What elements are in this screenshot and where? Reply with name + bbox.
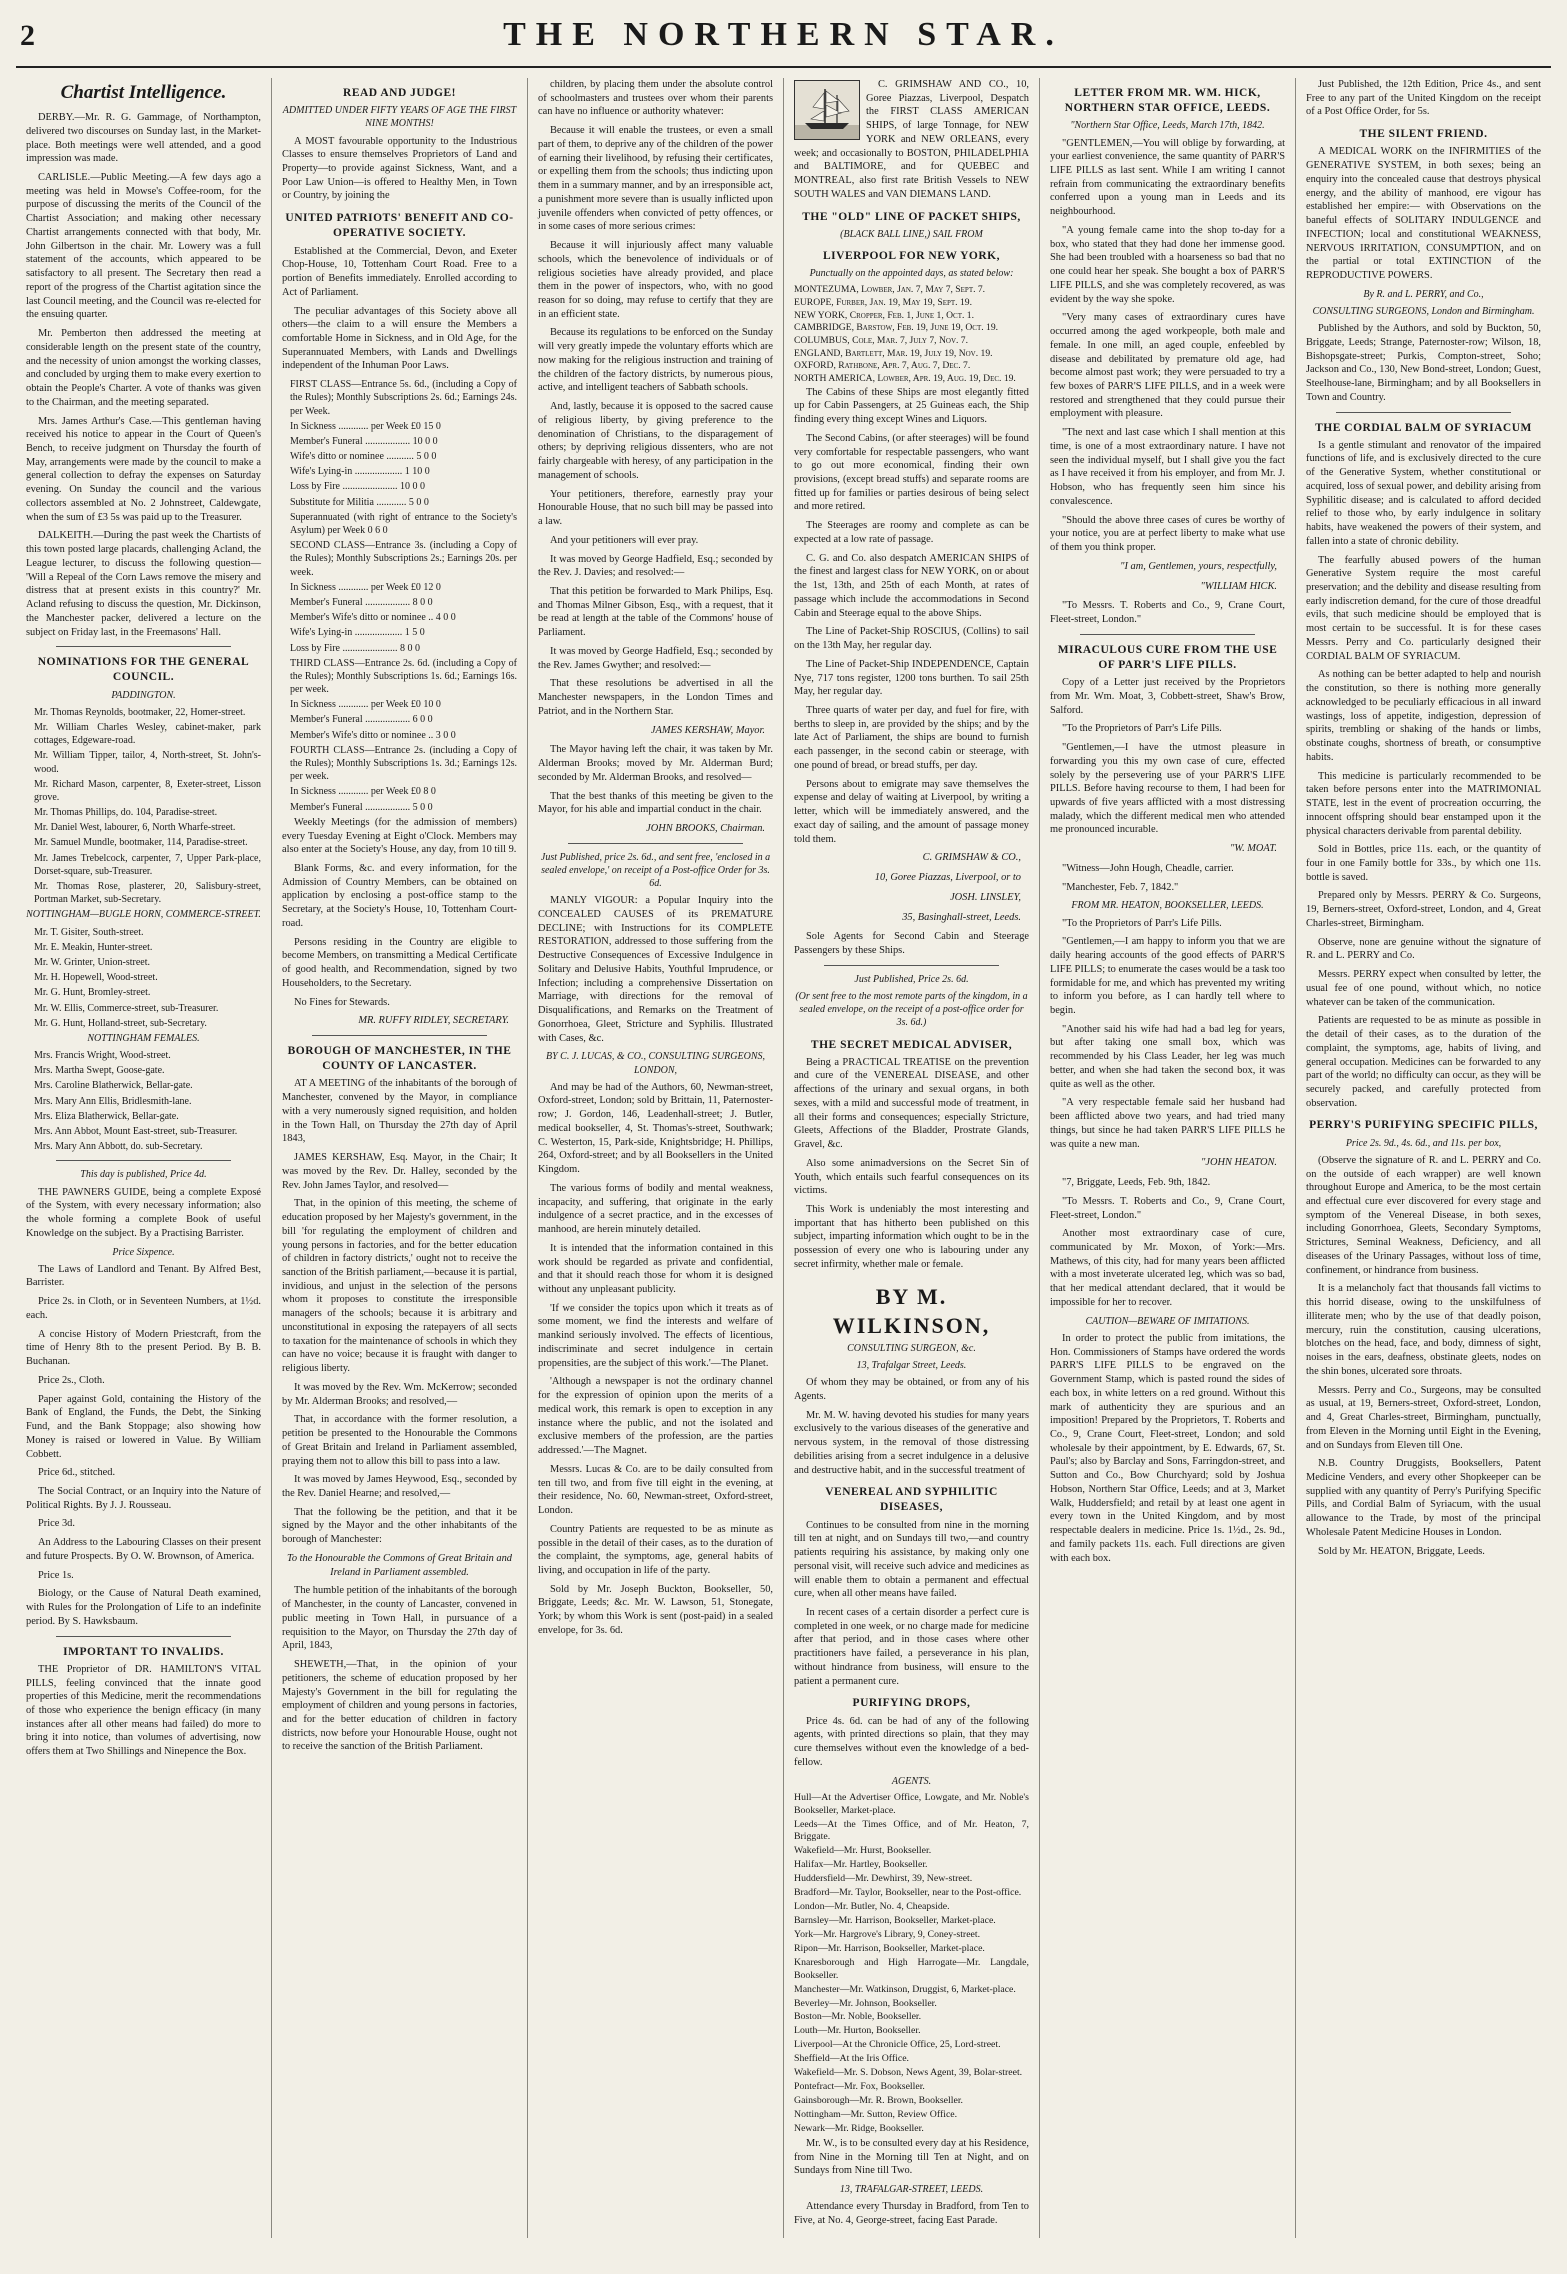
- advert-paragraph: (Observe the signature of R. and L. PERRY and Co. on the outside of each wrapper) are well known throughout Europe and America, to be the most certain and effectual cure ever discovered for every stage and symptom of the Venereal Disease, in both sexes, including Gonorrhoea, Gleets, Secondary Symptoms, Strictures, Seminal Weakness, Deficiency, and all diseases of the Urinary Passages, without loss of time, confinement, or hindrance from business.: [1306, 1154, 1541, 1276]
- member-entry: Mr. W. Grinter, Union-street.: [34, 956, 150, 968]
- letter-paragraph: "To the Proprietors of Parr's Life Pills.: [1062, 917, 1222, 929]
- benefit-row: Wife's Lying-in ................... 1 10 0: [290, 466, 430, 478]
- column-3: [528, 78, 784, 2238]
- letter-paragraph: "7, Briggate, Leeds, Feb. 9th, 1842.: [1062, 1177, 1211, 1189]
- letter-dateline: "Northern Star Office, Leeds, March 17th, 1842.: [1070, 120, 1265, 132]
- ship-schedule: [794, 284, 1029, 385]
- advert-paragraph: 'Although a newspaper is not the ordinary channel for the expression of opinion upon the merits of a medical work, this remark is open to exception in any instance where the public, and not the isolated and exclusive members of the profession, are the parties addressed.'—The Magnet.: [538, 1376, 773, 1457]
- letter-paragraph: "The next and last case which I shall mention at this time, is one of a most extraordinary nature. I have not seen the individual myself, but I shall give you the fact as I have received it from his employer, and from Mr. J. Hobson, who has frequently seen him since his convalescence.: [1050, 427, 1285, 507]
- benefit-row: In Sickness ............ per Week £0 12 0: [290, 581, 441, 593]
- agent-entry: London—Mr. Butler, No. 4, Cheapside.: [794, 1901, 950, 1913]
- packet-note: Punctually on the appointed days, as stated below:: [809, 268, 1014, 280]
- article-paragraph: That, in accordance with the former resolution, a petition be presented to the Honourable the Commons of Great Britain and Ireland in Parliament assembled, praying them not to allow this bill to pass into a law.: [282, 1414, 517, 1467]
- advert-paragraph: The Second Cabins, (or after steerages) will be found very comfortable for respectable passengers, who want to go out more economical, finding their own provisions, (except bread stuffs) and separate rooms are fitted up for families or parties desirous of being select and more retired.: [794, 432, 1029, 513]
- advert-paragraph: THE Proprietor of DR. HAMILTON'S VITAL PILLS, feeling convinced that the innate good properties of this Medicine, merit the recommendations of those who experience the benign efficacy (in many instances after all other means had failed) do more to bring it into notice, than volumes of advertising, now offers them at Two Shillings and Ninepence the Box.: [26, 1663, 261, 1758]
- advert-paragraph: And may be had of the Authors, 60, Newman-street, Oxford-street, London; sold by Brittain, 11, Paternoster-row; J. Gordon, 146, Leadenhall-street; J. Butler, medical bookseller, 4, St. Thomas's-street, Southwark; C. Westerton, 15, Park-side, Knightsbridge; H. Phillips, 264, Oxford-street; and by all Booksellers in the United Kingdom.: [538, 1081, 773, 1176]
- advert-paragraph: In recent cases of a certain disorder a perfect cure is completed in one week, or no charge made for medicine after that period, and in those cases where other practitioners have failed, a perseverance in his plan, without hindrance from business, will ensure to the patient a permanent cure.: [794, 1607, 1029, 1687]
- read-and-judge-subheading: ADMITTED UNDER FIFTY YEARS OF AGE THE FIRST NINE MONTHS!: [282, 105, 517, 130]
- ship-schedule-entry: COLUMBUS, Cole, Mar. 7, July 7, Nov. 7.: [794, 334, 968, 346]
- ship-schedule-entry: OXFORD, Rathbone, Apr. 7, Aug. 7, Dec. 7.: [794, 360, 971, 372]
- author-title: CONSULTING SURGEONS, London and Birmingham.: [1312, 305, 1535, 317]
- read-and-judge-heading: READ AND JUDGE!: [343, 87, 456, 99]
- advert-paragraph: This medicine is particularly recommended to be taken before persons enter into the MATRIMONIAL STATE, lest in the event of procreation occurring, the innocent offspring should bear enstamped upon it the physical characters derivable from parental debility.: [1306, 770, 1541, 837]
- article-paragraph: It was moved by James Heywood, Esq., seconded by the Rev. Daniel Hearne; and resolved,—: [282, 1474, 517, 1499]
- advert-paragraph: This Work is undeniably the most interesting and important that has hitherto been published on this subject, imparting information which ought to be in the possession of every one who is labouring under any secret infirmity, whether male or female.: [794, 1204, 1029, 1270]
- book-ad: Price 2s. in Cloth, or in Seventeen Numbers, at 1½d. each.: [26, 1296, 261, 1321]
- ship-icon: [795, 81, 859, 139]
- divider: [56, 1636, 231, 1637]
- signature: JOSH. LINSLEY,: [950, 891, 1021, 903]
- agent-entry: Hull—At the Advertiser Office, Lowgate, and Mr. Noble's Bookseller, Market-place.: [794, 1791, 1029, 1816]
- advert-paragraph: Sold in Bottles, price 11s. each, or the quantity of four in one Family bottle for 33s., by which one 11s. bottle is saved.: [1306, 844, 1541, 883]
- advert-paragraph: Of whom they may be obtained, or from any of his Agents.: [794, 1377, 1029, 1402]
- columns: [16, 78, 1551, 2238]
- article-paragraph: Because it will injuriously affect many valuable schools, which the benevolence of individuals or of religious societies have already provided, and place them in the power of inspectors, who, with no good reason for so doing, may refuse to certify that they are in an efficient state.: [538, 240, 773, 320]
- agent-entry: Boston—Mr. Noble, Bookseller.: [794, 2011, 922, 2023]
- column-5: [1040, 78, 1296, 2238]
- newspaper-title: THE NORTHERN STAR.: [503, 16, 1064, 53]
- advert-paragraph: Persons about to emigrate may save themselves the expense and delay of waiting at Liverpool, by writing a letter, which will be immediately answered, and the exact day of sailing, and the amount of passage money told them.: [794, 778, 1029, 845]
- book-ad: A concise History of Modern Priestcraft, from the time of Henry 8th to the present Period. By B. B. Buchanan.: [26, 1328, 261, 1368]
- agents-heading: AGENTS.: [891, 1775, 932, 1787]
- advert-paragraph: Being a PRACTICAL TREATISE on the prevention and cure of the VENEREAL DISEASE, and other affections of the urinary and sexual organs, in both sexes, with a mild and successful mode of treatment, in all their forms and consequences; especially Stricture, Gleets, Affections of the Bladder, Prostrate Glands, Gravel, &c.: [794, 1056, 1029, 1151]
- advert-paragraph: Continues to be consulted from nine in the morning till ten at night, and on Sundays till two,—and country patients requiring his assistance, by making only one personal visit, will receive such advice and medicines as will enable them to obtain a permanent and effectual cure, when all other means have failed.: [794, 1519, 1029, 1600]
- book-ad: The Laws of Landlord and Tenant. By Alfred Best, Barrister.: [26, 1263, 261, 1289]
- signature: C. GRIMSHAW & CO.,: [922, 852, 1021, 864]
- benefit-row: Wife's Lying-in ................... 1 5 0: [290, 627, 425, 639]
- benefit-table: [282, 378, 517, 814]
- article-paragraph: Because it will enable the trustees, or even a small part of them, to deprive any of the children of the power of earning their livelihood, by refusing their certificates, or expelling them from the schools; thus indicting upon them in a summary manner, and by an irresponsible act, a punishment more severe than is usually inflicted upon juvenile offenders when convicted of petty offences, or in some cases of more serious crimes:: [538, 125, 773, 233]
- borough-heading: BOROUGH OF MANCHESTER, IN THE COUNTY OF LANCASTER.: [287, 1045, 512, 1073]
- article-paragraph: DALKEITH.—During the past week the Chartists of this town posted large placards, challenging Acland, the League lecturer, to discuss the following question— 'Will a Repeal of the Corn Laws remove the misery and distress that at present exists in this country?' Mr. Acland refusing to discuss the question, Mr. Dickinson, the Manchester packer, delivered a lecture on the subject on Friday last, in the Freemasons' Hall.: [26, 530, 261, 638]
- agent-entry: Wakefield—Mr. S. Dobson, News Agent, 39, Bolar-street.: [794, 2067, 1023, 2079]
- price-line: Price 2s. 9d., 4s. 6d., and 11s. per box,: [1345, 1137, 1502, 1149]
- advert-paragraph: Also some animadversions on the Secret Sin of Youth, which entails such fearful consequences on its victims.: [794, 1157, 1029, 1197]
- letter-paragraph: "Should the above three cases of cures be worthy of your notice, you are at perfect liberty to make what use of them you think proper.: [1050, 514, 1285, 554]
- advert-paragraph: A MOST favourable opportunity to the Industrious Classes to ensure themselves Proprietors of Land and Property—to provide against Sickness, Want, and a Poor Law Union—is offered to Healthy Men, in Town or Country, by joining the: [282, 135, 517, 202]
- publication-note: (Or sent free to the most remote parts of the kingdom, in a sealed envelope, on the receipt of a post-office order for 3s. 6d.): [795, 990, 1028, 1029]
- member-entry: Mr. G. Hunt, Bromley-street.: [34, 987, 151, 999]
- benefit-row: In Sickness ............ per Week £0 15 0: [290, 420, 441, 432]
- article-paragraph: It was moved by the Rev. Wm. McKerrow; seconded by Mr. Alderman Brooks; and resolved,—: [282, 1381, 517, 1407]
- agent-entry: Wakefield—Mr. Hurst, Bookseller.: [794, 1845, 932, 1857]
- benefit-row: Wife's ditto or nominee ........... 5 0 0: [290, 451, 437, 463]
- secret-adviser-heading: THE SECRET MEDICAL ADVISER,: [810, 1038, 1013, 1051]
- divider: [56, 646, 231, 647]
- chartist-intelligence-heading: Chartist Intelligence.: [60, 82, 227, 103]
- article-paragraph: children, by placing them under the absolute control of schoolmasters and trustees over whom their parents can have no influence or authority whatever:: [538, 79, 773, 118]
- article-paragraph: To the Honourable the Commons of Great Britain and Ireland in Parliament assembled.: [287, 1552, 512, 1578]
- advert-paragraph: Just Published, the 12th Edition, Price 4s., and sent Free to any part of the United Kingdom on the receipt of a Post Office Order, for 5s.: [1306, 79, 1541, 118]
- member-entry: Mr. E. Meakin, Hunter-street.: [34, 941, 153, 953]
- advert-paragraph: As nothing can be better adapted to help and nourish the constitution, so there is nothing more generally acknowledged to be peculiarly efficacious in all inward wastings, loss of appetite, indigestion, depression of spirits, trembling or shaking of the hands or limbs, obstinate coughs, shortness of breath, or consumptive habits.: [1306, 669, 1541, 763]
- author-title: CONSULTING SURGEON, &c.: [847, 1342, 976, 1354]
- agent-entry: Newark—Mr. Ridge, Bookseller.: [794, 2122, 924, 2134]
- member-entry: Mr. James Trebelcock, carpenter, 7, Upper Park-place, Dorset-square, sub-Treasurer.: [34, 852, 261, 877]
- benefit-row: In Sickness ............ per Week £0 10 0: [290, 699, 441, 711]
- column-4: [784, 78, 1040, 2238]
- benefit-row: Member's Wife's ditto or nominee .. 4 0 0: [290, 612, 456, 624]
- letter-paragraph: "Manchester, Feb. 7, 1842.": [1062, 881, 1179, 893]
- ship-schedule-row: [794, 373, 1029, 386]
- packet-subheading: (BLACK BALL LINE,) SAIL FROM: [840, 228, 983, 240]
- benefit-row: In Sickness ............ per Week £0 8 0: [290, 786, 436, 798]
- ship-schedule-row: [794, 348, 1029, 361]
- member-entry: Mrs. Mary Ann Ellis, Bridlesmith-lane.: [34, 1095, 192, 1107]
- article-paragraph: And your petitioners will ever pray.: [550, 534, 699, 546]
- ship-schedule-entry: MONTEZUMA, Lowber, Jan. 7, May 7, Sept. 7.: [794, 284, 986, 296]
- benefit-row: Member's Funeral .................. 6 0 0: [290, 714, 433, 726]
- article-paragraph: Mrs. James Arthur's Case.—This gentleman having received his notice to appear in the Court of Queen's Bench, to receive judgment on Thursday the fourth of May, arrangements were made by the council to make a general collection to defray the expenses on Saturday evening. On Sunday the council and the various collectors assembled at No. 2 Johnstreet, Caldewgate, when the sum of £3 5s was paid up to the Treasurer.: [26, 415, 261, 523]
- column-6: [1296, 78, 1551, 2238]
- divider: [56, 1160, 231, 1161]
- article-paragraph: It was moved by George Hadfield, Esq.; seconded by the Rev. J. Davies; and resolved:—: [538, 553, 773, 579]
- letter-address: "To Messrs. T. Roberts and Co., 9, Crane Court, Fleet-street, London.": [1050, 600, 1285, 626]
- member-entry: Mrs. Martha Swept, Goose-gate.: [34, 1065, 165, 1077]
- member-entry: Mr. Thomas Phillips, do. 104, Paradise-street.: [34, 807, 218, 819]
- agent-entry: Liverpool—At the Chronicle Office, 25, Lord-street.: [794, 2039, 1001, 2051]
- article-paragraph: That, in the opinion of this meeting, the scheme of education proposed by her Majesty's government, in the bill 'for regulating the employment of children and young persons in factories, and for the better education of children in factory districts,' ought not to receive the sanction of the British parliament,—because it is partial, invidious, and unjust in the selection of the persons whom it proposes to constitute the irresponsible managers of the schools; because it is arbitrary and unconstitutional in exposing the ratepayers of all sects to taxation for the maintenance of schools in which they can have no voice; because it is fraught with danger to religious liberty.: [282, 1198, 517, 1375]
- ship-schedule-row: [794, 360, 1029, 373]
- publication-line: This day is published, Price 4d.: [80, 1169, 207, 1181]
- district-name: NOTTINGHAM—BUGLE HORN, COMMERCE-STREET.: [26, 909, 261, 921]
- letter-paragraph: "Witness—John Hough, Cheadle, carrier.: [1062, 862, 1234, 874]
- advert-paragraph: Sold by Mr. HEATON, Briggate, Leeds.: [1318, 1545, 1485, 1557]
- author-line: By R. and L. PERRY, and Co.,: [1363, 288, 1484, 300]
- advert-paragraph: Observe, none are genuine without the signature of R. and L. PERRY and Co.: [1306, 936, 1541, 962]
- advert-paragraph: A MEDICAL WORK on the INFIRMITIES of the GENERATIVE SYSTEM, in both sexes; being an enquiry into the concealed cause that destroys physical energy, and the ability of manhood, ere vigour has established her empire:— with Observations on the baneful effects of SOLITARY INDULGENCE and INFECTION; local and constitutional WEAKNESS, NERVOUS IRRITATION, CONSUMPTION, and on the partial or total EXTINCTION of the REPRODUCTIVE POWERS.: [1306, 146, 1541, 281]
- member-entry: Mrs. Francis Wright, Wood-street.: [34, 1050, 171, 1062]
- agent-entry: Leeds—At the Times Office, and of Mr. Heaton, 7, Briggate.: [794, 1818, 1029, 1843]
- agent-entry: York—Mr. Hargrove's Library, 9, Coney-street.: [794, 1928, 981, 1940]
- letter-address: "To Messrs. T. Roberts and Co., 9, Crane Court, Fleet-street, London.": [1050, 1195, 1285, 1221]
- caution-heading: CAUTION—BEWARE OF IMITATIONS.: [1085, 1315, 1250, 1327]
- advert-paragraph: In order to protect the public from imitations, the Hon. Commissioners of Stamps have ordered the words PARR'S LIFE PILLS to be engraved on the Government Stamp, which is pasted round the sides of each box, in white letters on a red ground. Without this mark of authenticity they are spurious and an imposition! Prepared by the Proprietors, T. Roberts and Co., 9, Crane Court, Fleet-street, London; and sold wholesale by their appointment, by E. Edwards, 67, St. Paul's; also by Barclay and Sons, Farringdon-street, and Sutton and Co., Bow Churchyard; sold by Joshua Hobson, Northern Star Office, Leeds; and at 3, Market Walk, Huddersfield; and retail by at least one agent in every town in the United Kingdom, and by most respectable dealers in medicine. Price 1s. 1½d., 2s. 9d., and family packets 11s. each. Full directions are given with each box.: [1050, 1332, 1285, 1564]
- advert-paragraph: Three quarts of water per day, and fuel for fire, with berths to sleep in, are provided by the ships; and by the late Act of Parliament, the ships are bound to furnish each passenger, in the second cabin or steerage, with one pound of bread, or bread stuffs, per day.: [794, 705, 1029, 771]
- advert-paragraph: The Steerages are roomy and complete as can be expected at a low rate of passage.: [794, 520, 1029, 545]
- agent-entry: Manchester—Mr. Watkinson, Druggist, 6, Market-place.: [794, 1983, 1016, 1995]
- advert-paragraph: Price 4s. 6d. can be had of any of the following agents, with printed directions so plain, that they may cure themselves without even the knowledge of a bed-fellow.: [794, 1715, 1029, 1768]
- article-paragraph: DERBY.—Mr. R. G. Gammage, of Northampton, delivered two discourses on Sunday last, in the Market-place. Both meetings were well attended, and a good impression was made.: [26, 112, 261, 165]
- agent-entry: Beverley—Mr. Johnson, Bookseller.: [794, 1997, 937, 2009]
- member-entry: Mr. T. Gisiter, South-street.: [34, 926, 144, 938]
- benefit-row: Substitute for Militia ............ 5 0 0: [290, 496, 429, 508]
- article-paragraph: That the following be the petition, and that it be signed by the Mayor and the other inhabitants of the borough of Manchester:: [282, 1506, 517, 1546]
- member-entry: Mr. Thomas Reynolds, bootmaker, 22, Homer-street.: [34, 706, 246, 718]
- article-paragraph: Your petitioners, therefore, earnestly pray your Honourable House, that no such bill may be passed into a law.: [538, 488, 773, 528]
- masthead: [16, 16, 1551, 68]
- agent-entry: Huddersfield—Mr. Dewhirst, 39, New-street.: [794, 1873, 973, 1885]
- advert-paragraph: It is a melancholy fact that thousands fall victims to this horrid disease, owing to the unskilfulness of illiterate men; who by the use of that deadly poison, mercury, ruin the constitution, causing ulcerations, blotches on the head, face, and body, dimness of sight, noises in the ears, deafness, obstinate gleets, nodes on the shin bones, ulcerated sore throats.: [1306, 1283, 1541, 1377]
- ship-schedule-row: [794, 284, 1029, 297]
- advert-paragraph: Sole Agents for Second Cabin and Steerage Passengers by these Ships.: [794, 931, 1029, 957]
- advert-paragraph: The peculiar advantages of this Society above all others—the claim to a will ensure the Members a comfortable Home in Sickness, and in Old Age, for the Superannuated Members, with Lands and Dwellings independent of the Inhuman Poor Laws.: [282, 305, 517, 372]
- advert-paragraph: Messrs. Perry and Co., Surgeons, may be consulted as usual, at 19, Berners-street, Oxford-street, London, and 4, Great Charles-street, Birmingham, punctually, from Eleven in the Morning until Eight in the Evening, and on Sundays from Eleven till One.: [1306, 1384, 1541, 1451]
- article-paragraph: It was moved by George Hadfield, Esq.; seconded by the Rev. James Gwyther; and resolved:—: [538, 645, 773, 671]
- signature: MR. RUFFY RIDLEY, SECRETARY.: [358, 1015, 509, 1027]
- book-ad: Biology, or the Cause of Natural Death examined, with Rules for the Prolongation of Life to an indefinite period. By S. Hawksbaum.: [26, 1588, 261, 1627]
- ship-schedule-row: [794, 310, 1029, 323]
- member-entry: Mr. William Tipper, tailor, 4, North-street, St. John's-wood.: [34, 750, 261, 775]
- advert-paragraph: Blank Forms, &c. and every information, for the Admission of Country Members, can be obtained on application by enclosing a post-office stamp to the Secretary, at the Society's House, 10, Tottenham Court-road.: [282, 863, 517, 929]
- member-list: [26, 926, 261, 1030]
- sailing-ship-illustration: [794, 80, 860, 140]
- member-entry: Mr. Samuel Mundle, bootmaker, 114, Paradise-street.: [34, 837, 248, 849]
- packet-ships-heading: THE "OLD" LINE OF PACKET SHIPS,: [802, 210, 1021, 223]
- advert-paragraph: Mr. W., is to be consulted every day at his Residence, from Nine in the Morning till Ten at Night, and on Sundays from Nine till Two.: [794, 2137, 1029, 2177]
- agent-entry: Bradford—Mr. Taylor, Bookseller, near to the Post-office.: [794, 1887, 1022, 1899]
- member-entry: Mr. William Charles Wesley, cabinet-maker, park cottages, Edgeware-road.: [34, 721, 261, 747]
- ship-schedule-entry: NEW YORK, Cropper, Feb. 1, June 1, Oct. 1.: [794, 309, 974, 321]
- advert-paragraph: The Line of Packet-Ship ROSCIUS, (Collins) to sail on the 13th May, her regular day.: [794, 626, 1029, 652]
- agent-list: [794, 1792, 1029, 2136]
- article-paragraph: JAMES KERSHAW, Esq. Mayor, in the Chair; It was moved by the Rev. Dr. Halley, seconded by the Rev. John James Taylor, and resolved—: [282, 1152, 517, 1191]
- letter-paragraph: "A very respectable female said her husband had been afflicted above two years, and had tried many things, but since he had taken PARR'S LIFE PILLS he was quite a new man.: [1050, 1097, 1285, 1150]
- member-entry: Mr. Richard Mason, carpenter, 8, Exeter-street, Lisson grove.: [34, 778, 261, 803]
- divider: [824, 965, 999, 966]
- member-entry: Mrs. Mary Ann Abbott, do. sub-Secretary.: [34, 1141, 203, 1153]
- ship-schedule-row: [794, 297, 1029, 310]
- advert-paragraph: Established at the Commercial, Devon, and Exeter Chop-House, 10, Tottenham Court Road. Free to a portion of Benefits immediately. Enrolled according to Act of Parliament.: [282, 245, 517, 298]
- divider: [1336, 412, 1511, 413]
- member-list: [26, 1049, 261, 1153]
- advert-paragraph: Mr. M. W. having devoted his studies for many years exclusively to the various diseases of the generative and nervous system, in the removal of those distressing debilities arising from a secret indulgence in a delusive and destructive habit, and in the successful treatment of: [794, 1409, 1029, 1476]
- publication-line: Just Published, Price 2s. 6d.: [854, 973, 969, 985]
- book-ad: Price 2s., Cloth.: [38, 1374, 105, 1386]
- signature: JOHN BROOKS, Chairman.: [646, 822, 765, 834]
- divider: [1080, 634, 1255, 635]
- advert-paragraph: C. G. and Co. also despatch AMERICAN SHIPS of the finest and largest class for NEW YORK, on or about the 1st, 13th, and 25th of each Month, at rates of passage which include the accommodations in Second Cabin and Steerage equal to the above Ships.: [794, 552, 1029, 619]
- silent-friend-heading: THE SILENT FRIEND.: [1359, 128, 1488, 141]
- letter-paragraph: "Another said his wife had had a bad leg for years, but after taking one small box, which was recommended by his Class Leader, her leg was much better, and when she had taken the second box, it was quite as well as the other.: [1050, 1023, 1285, 1090]
- signature: "I am, Gentlemen, yours, respectfully,: [1120, 560, 1277, 572]
- benefit-row: Member's Funeral .................. 10 0 0: [290, 435, 438, 447]
- benefit-row: Member's Wife's ditto or nominee .. 3 0 0: [290, 729, 456, 741]
- packet-route: LIVERPOOL FOR NEW YORK,: [823, 249, 1000, 262]
- advert-paragraph: Country Patients are requested to be as minute as possible in the detail of their cases, as to the duration of the complaint, the symptoms, age, general habits of living, and occupation in life of the party.: [538, 1523, 773, 1576]
- newspaper-page: [16, 16, 1551, 2242]
- letter-paragraph: "Gentlemen,—I have the utmost pleasure in forwarding you this my own case of cure, effected solely by the persevering use of your PARR'S LIFE PILLS. Before having recourse to them, I had been for upwards of five years afflicted with a most distressing malady, which the different medical men who attended me pronounced incurable.: [1050, 742, 1285, 836]
- benefit-row: SECOND CLASS—Entrance 3s. (including a Copy of the Rules); Monthly Subscriptions 2s.; Earnings 20s. per week.: [290, 540, 517, 578]
- ship-schedule-row: [794, 335, 1029, 348]
- advert-paragraph: The various forms of bodily and mental weakness, incapacity, and suffering, that originate in the early indulgence of a secret practice, and in the excesses of manhood, are herein minutely detailed.: [538, 1182, 773, 1236]
- book-ad: Price 1s.: [38, 1569, 74, 1581]
- member-entry: Mr. G. Hunt, Holland-street, sub-Secretary.: [34, 1017, 207, 1029]
- perry-pills-heading: PERRY'S PURIFYING SPECIFIC PILLS,: [1309, 1119, 1538, 1132]
- advert-paragraph: No Fines for Stewards.: [294, 996, 390, 1008]
- letter-heading: LETTER FROM MR. WM. HICK, NORTHERN STAR OFFICE, LEEDS.: [1064, 87, 1271, 115]
- letter-paragraph: "Very many cases of extraordinary cures have occurred among the aged workpeople, both male and female. In one mill, an aged couple, enfeebled by disease and debilitated by premature old age, had become almost past work; they were persuaded to try a few boxes of PARR'S LIFE PILLS, and in a week were restored and strengthened that they could pursue their employment with pleasure.: [1050, 312, 1285, 420]
- article-paragraph: CARLISLE.—Public Meeting.—A few days ago a meeting was held in Mowse's Coffee-room, for the purpose of discussing the merits of the Council of the Chartist Association; and making other necessary Chartist arrangements connected with that body, Mr. John Gilbertson in the chair. Mr. Lowery was a full statement of the accounts, which appeared to be satisfactory to all present. The Secretary then read a report of the progress of the Chartist agitation since the last Council meeting, and the Council was re-elected for the ensuing quarter.: [26, 172, 261, 321]
- advert-paragraph: Published by the Authors, and sold by Buckton, 50, Briggate, Leeds; Strange, Paternoster-row; Wilson, 18, Bishopsgate-street; Purkis, Compton-street, Soho; Jackson and Co., 130, New Bond-street, London; Guest, Steelhouse-lane, Birmingham; and by all Booksellers in Town and Country.: [1306, 323, 1541, 403]
- signature-address: 10, Goree Piazzas, Liverpool, or to: [874, 872, 1021, 884]
- agent-entry: Nottingham—Mr. Sutton, Review Office.: [794, 2108, 958, 2120]
- article-paragraph: The humble petition of the inhabitants of the borough of Manchester, in the county of Lancaster, convened in public meeting in Town Hall, in pursuance of a requisition to the Mayor, on Thursday the 27th day of April, 1843,: [282, 1585, 517, 1652]
- benefit-row: THIRD CLASS—Entrance 2s. 6d. (including a Copy of the Rules); Monthly Subscriptions 1s. 6d.; Earnings 16s. per week.: [290, 657, 517, 696]
- advert-paragraph: 'If we consider the topics upon which it treats as of some moment, we find the interests and welfare of mankind seriously involved. The effects of licentious, indiscriminate and secret indulgence in certain propensities, are the subject of this work.'—The Planet.: [538, 1302, 773, 1369]
- ship-schedule-entry: EUROPE, Furber, Jan. 19, May 19, Sept. 19.: [794, 296, 972, 308]
- member-entry: Mrs. Caroline Blatherwick, Bellar-gate.: [34, 1080, 193, 1092]
- page-number: 2: [20, 19, 35, 52]
- ship-schedule-entry: NORTH AMERICA, Lowber, Apr. 19, Aug. 19, Dec. 19.: [794, 372, 1016, 384]
- advert-paragraph: Sold by Mr. Joseph Buckton, Bookseller, 50, Briggate, Leeds; &c. Mr. W. Lawson, 51, Stonegate, York; by whom this Work is sent (post-paid) in a sealed envelope, for 3s. 6d.: [538, 1583, 773, 1636]
- advert-paragraph: Messrs. Lucas & Co. are to be daily consulted from ten till two, and from five till eight in the evening, at their residence, No. 60, Newman-street, Oxford-street, London.: [538, 1463, 773, 1517]
- book-ad: Paper against Gold, containing the History of the Bank of England, the Funds, the Debt, the Sinking Fund, and the Bank Stoppage; also showing how Money is raised or lowered in Value. By William Cobbett.: [26, 1393, 261, 1460]
- article-paragraph: AT A MEETING of the inhabitants of the borough of Manchester, convened by the Mayor, in compliance with a very numerously signed requisition, and holden in the Town Hall, on Thursday the 27th day of April 1843,: [282, 1078, 517, 1145]
- benefit-row: Loss by Fire ...................... 10 0 0: [290, 481, 425, 493]
- member-entry: Mr. Daniel West, labourer, 6, North Wharfe-street.: [34, 822, 236, 834]
- advert-paragraph: C. GRIMSHAW AND CO., 10, Goree Piazzas, Liverpool, Despatch the FIRST CLASS AMERICAN SHIPS, of large Tonnage, for NEW YORK and NEW ORLEANS, every week; and occasionally to BOSTON, PHILADELPHIA and BALTIMORE, and for QUEBEC and MONTREAL, also first rate British Vessels to NEW SOUTH WALES and VAN DIEMANS LAND.: [794, 79, 1029, 200]
- advert-paragraph: Prepared only by Messrs. PERRY & Co. Surgeons, 19, Berners-street, Oxford-street, London, and 4, Great Charles-street, Birmingham.: [1306, 890, 1541, 929]
- invalids-heading: IMPORTANT TO INVALIDS.: [63, 1645, 224, 1658]
- letter-paragraph: "A young female came into the shop to-day for a box, who stated that they had done her immense good. She had been troubled with a hoarseness so bad that no one could hear her speak. She bought a box of PARR'S LIFE PILLS, and she was completely recovered, as was evident by the way she spoke.: [1050, 224, 1285, 305]
- ship-schedule-entry: CAMBRIDGE, Barstow, Feb. 19, June 19, Oct. 19.: [794, 322, 999, 334]
- advert-paragraph: Patients are requested to be as minute as possible in the detail of their cases, as to the duration of the complaint, the symptoms, age, habits of living, and general occupation. Medicines can be forwarded to any part of the world; no difficulty can occur, as they will be securely packed, and carefully protected from observation.: [1306, 1015, 1541, 1109]
- agent-entry: Knaresborough and High Harrogate—Mr. Langdale, Bookseller.: [794, 1956, 1029, 1981]
- signature-address: 35, Basinghall-street, Leeds.: [902, 911, 1021, 923]
- district-name: NOTTINGHAM FEMALES.: [87, 1032, 200, 1044]
- article-paragraph: That this petition be forwarded to Mark Philips, Esq. and Thomas Milner Gibson, Esq., with a request, that it be read at length at the table of the Commons' house of Parliament.: [538, 585, 773, 639]
- letter-paragraph: "Gentlemen,—I am happy to inform you that we are daily hearing accounts of the good effects of PARR'S LIFE PILLS; to enumerate the cases would be a task too formidable for me, and which has prevented my writing to inform you before, as I can hardly tell where to begin.: [1050, 936, 1285, 1016]
- benefit-row: Superannuated (with right of entrance to the Society's Asylum) per Week 0 6 0: [290, 511, 517, 537]
- author-line: BY C. J. LUCAS, & CO., CONSULTING SURGEONS, LONDON,: [546, 1051, 765, 1076]
- member-entry: Mr. W. Ellis, Commerce-street, sub-Treasurer.: [34, 1002, 219, 1014]
- advert-paragraph: N.B. Country Druggists, Booksellers, Patent Medicine Venders, and every other Shopkeeper can be supplied with any quantity of Perry's Purifying Specific Pills, and Cordial Balm of Syriacum, with the usual allowance to the Trade, by most of the principal Wholesale Patent Medicine Houses in London.: [1306, 1458, 1541, 1538]
- district-name: PADDINGTON.: [111, 689, 176, 701]
- drops-heading: PURIFYING DROPS,: [852, 1697, 971, 1710]
- advert-paragraph: It is intended that the information contained in this work should be regarded as private and confidential, and that it should reach those for whom it is designed without any unpleasant publicity.: [538, 1242, 773, 1296]
- divider: [312, 1035, 487, 1036]
- signature: "WILLIAM HICK.: [1200, 580, 1277, 592]
- advert-paragraph: The fearfully abused powers of the human Generative System require the most careful preservation; and the debility and disease resulting from early indiscretion demand, for the cure of those dreadful evils, that such medicine should be employed that is most certain to be successful. It is for these cases Messrs. Perry and Co. particularly designed their CORDIAL BALM OF SYRIACUM.: [1306, 554, 1541, 662]
- advert-paragraph: Is a gentle stimulant and renovator of the impaired functions of life, and is exclusively directed to the cure of the Generative System, whether constitutional or acquired, loss of sexual power, and debility arising from Syphilitic disease; and is calculated to afford decided relief to those who, by early indulgence in solitary habits, have weakened the powers of their system, and fallen into a state of chronic debility.: [1306, 439, 1541, 547]
- agent-entry: Sheffield—At the Iris Office.: [794, 2053, 909, 2065]
- publication-line: Just Published, price 2s. 6d., and sent free, 'enclosed in a sealed envelope,' on receipt of a Post-office Order for 3s. 6d.: [540, 851, 771, 890]
- divider: [568, 843, 743, 844]
- agent-entry: Gainsborough—Mr. R. Brown, Bookseller.: [794, 2095, 963, 2106]
- agent-entry: Ripon—Mr. Harrison, Bookseller, Market-place.: [794, 1942, 985, 1954]
- price-line: Price Sixpence.: [112, 1246, 175, 1258]
- member-entry: Mr. H. Hopewell, Wood-street.: [34, 972, 158, 984]
- council-heading: NOMINATIONS FOR THE GENERAL COUNCIL.: [37, 656, 250, 684]
- ship-schedule-entry: ENGLAND, Bartlett, Mar. 19, July 19, Nov. 19.: [794, 347, 993, 359]
- member-list: [26, 706, 261, 907]
- benefit-row: Loss by Fire ...................... 8 0 0: [290, 642, 420, 654]
- agent-entry: Pontefract—Mr. Fox, Bookseller.: [794, 2081, 925, 2093]
- member-entry: Mrs. Eliza Blatherwick, Bellar-gate.: [34, 1110, 179, 1122]
- signature: "W. MOAT.: [1230, 843, 1277, 855]
- article-paragraph: Mr. Pemberton then addressed the meeting at considerable length on the present state of the country, and the necessity of union amongst the working classes, and concluded by urging them to make every exertion to obtain the People's Charter. A vote of thanks was given to the Chairman, and the meeting separated.: [26, 328, 261, 408]
- book-ad: The Social Contract, or an Inquiry into the Nature of Political Rights. By J. J. Rousseau.: [26, 1486, 261, 1511]
- agent-entry: Louth—Mr. Hurton, Bookseller.: [794, 2025, 921, 2037]
- disease-heading: VENEREAL AND SYPHILITIC DISEASES,: [825, 1486, 998, 1514]
- signature: JAMES KERSHAW, Mayor.: [650, 724, 765, 736]
- article-paragraph: And, lastly, because it is opposed to the sacred cause of religious liberty, by giving preference to the denomination of Christians, to the disparagement of others; by depriving religious dissenters, who are not fairly chargeable with heresy, of any participation in the management of schools.: [538, 401, 773, 481]
- member-entry: Mrs. Ann Abbot, Mount East-street, sub-Treasurer.: [34, 1126, 238, 1138]
- article-paragraph: That the best thanks of this meeting be given to the Mayor, for his able and impartial conduct in the chair.: [538, 790, 773, 816]
- advert-paragraph: Persons residing in the Country are eligible to become Members, on transmitting a Medical Certificate of good health, and Recommendation, signed by two Householders, to the Secretary.: [282, 936, 517, 989]
- society-name: UNITED PATRIOTS' BENEFIT AND CO-OPERATIVE SOCIETY.: [285, 212, 514, 240]
- agent-entry: Barnsley—Mr. Harrison, Bookseller, Market-place.: [794, 1915, 996, 1927]
- book-ad: Price 3d.: [38, 1518, 75, 1530]
- signature: "JOHN HEATON.: [1201, 1157, 1277, 1169]
- benefit-row: Member's Funeral .................. 5 0 0: [290, 801, 433, 813]
- article-paragraph: SHEWETH,—That, in the opinion of your petitioners, the scheme of education proposed by her Majesty's Government in the bill for regulating the employment of children and young persons in factories, and for the better education of children in factory districts, now before your Honourable House, ought not to receive the sanction of the British Parliament.: [282, 1659, 517, 1753]
- ship-schedule-row: [794, 322, 1029, 335]
- book-ads: [26, 1263, 261, 1629]
- benefit-row: Member's Funeral .................. 8 0 0: [290, 596, 433, 608]
- member-entry: Mr. Thomas Rose, plasterer, 20, Salisbury-street, Portman Market, sub-Secretary.: [34, 881, 261, 906]
- advert-paragraph: Messrs. PERRY expect when consulted by letter, the usual fee of one pound, without which, no notice whatever can be taken of the communication.: [1306, 969, 1541, 1008]
- advert-paragraph: The Cabins of these Ships are most elegantly fitted up for Cabin Passengers, at 25 Guineas each, the Ship finding every thing except Wines and Liquors.: [794, 386, 1029, 426]
- advert-paragraph: Weekly Meetings (for the admission of members) every Tuesday Evening at Eight o'Clock. Members may also enter at the Society's House, any day, from 10 till 9.: [282, 816, 517, 856]
- book-ad: Price 6d., stitched.: [38, 1467, 116, 1479]
- address-line: 13, TRAFALGAR-STREET, LEEDS.: [839, 2183, 984, 2195]
- letter-paragraph: Copy of a Letter just received by the Proprietors from Mr. Wm. Moat, 3, Cobbett-street, Shaw's Brow, Salford.: [1050, 677, 1285, 716]
- article-paragraph: Because its regulations to be enforced on the Sunday will very greatly impede the voluntary efforts which are now making for the religious instruction and training of the children of the factory districts, by numerous pious, active, and intelligent teachers of Sabbath schools.: [538, 327, 773, 394]
- article-paragraph: That these resolutions be advertised in all the Manchester newspapers, in the London Times and Patriot, and in the Northern Star.: [538, 678, 773, 717]
- column-1: [16, 78, 272, 2238]
- letter-paragraph: "To the Proprietors of Parr's Life Pills.: [1062, 723, 1222, 735]
- letter-paragraph: Another most extraordinary case of cure, communicated by Mr. Moxon, of York:—Mrs. Mathews, of this city, had for many years been afflicted with a most inveterate ulcerated leg, which was so bad, that her medical attendant declared, that it would be impossible for her to recover.: [1050, 1228, 1285, 1308]
- article-paragraph: The Mayor having left the chair, it was taken by Mr. Alderman Brooks; moved by Mr. Alderman Burd; seconded by Mr. Alderman Brooks, and resolved—: [538, 744, 773, 783]
- column-2: [272, 78, 528, 2238]
- book-ad: An Address to the Labouring Classes on their present and future Prospects. By O. W. Brownson, of America.: [26, 1537, 261, 1562]
- advert-paragraph: THE PAWNERS GUIDE, being a complete Exposé of the System, with every necessary information; also the whole forming a complete Book of useful Knowledge on the subject. By a Practising Barrister.: [26, 1186, 261, 1239]
- miraculous-cure-heading: MIRACULOUS CURE FROM THE USE OF PARR'S LIFE PILLS.: [1057, 643, 1278, 671]
- letter-source: FROM MR. HEATON, BOOKSELLER, LEEDS.: [1071, 900, 1264, 912]
- benefit-row: FIRST CLASS—Entrance 5s. 6d., (including a Copy of the Rules); Monthly Subscriptions 2s. 6d.; Earnings 24s. per Week.: [290, 379, 517, 417]
- benefit-row: FOURTH CLASS—Entrance 2s. (including a Copy of the Rules); Monthly Subscriptions 1s. 3d.; Earnings 12s. per week.: [290, 744, 517, 783]
- author-name: BY M. WILKINSON,: [832, 1283, 991, 1338]
- letter-paragraph: "GENTLEMEN,—You will oblige by forwarding, at your earliest convenience, the same quantity of PARR'S LIFE PILLS as last sent. While I am writing I cannot refrain from communicating the extraordinary benefits conferred upon a young man in Leeds and its neighbourhood.: [1050, 137, 1285, 218]
- advert-paragraph: Attendance every Thursday in Bradford, from Ten to Five, at No. 4, George-street, facing East Parade.: [794, 2201, 1029, 2226]
- author-address: 13, Trafalgar Street, Leeds.: [856, 1359, 967, 1371]
- agent-entry: Halifax—Mr. Hartley, Bookseller.: [794, 1859, 928, 1871]
- cordial-balm-heading: THE CORDIAL BALM OF SYRIACUM: [1315, 421, 1532, 434]
- advert-paragraph: The Line of Packet-Ship INDEPENDENCE, Captain Nye, 717 tons register, 1200 tons burthen. To sail 25th May, her regular day.: [794, 658, 1029, 698]
- advert-paragraph: MANLY VIGOUR: a Popular Inquiry into the CONCEALED CAUSES of its PREMATURE DECLINE; with Instructions for its COMPLETE RESTORATION, addressed to those suffering from the Destructive Consequences of Excessive Indulgence in Solitary and Delusive Habits, Youthful Imprudence, or Infection; including a comprehensive Dissertation on Marriage, with directions for the removal of Disqualifications, and Remarks on the Treatment of Gonorrhoea, Gleet, Stricture and Syphilis. Illustrated with Cases, &c.: [538, 895, 773, 1044]
